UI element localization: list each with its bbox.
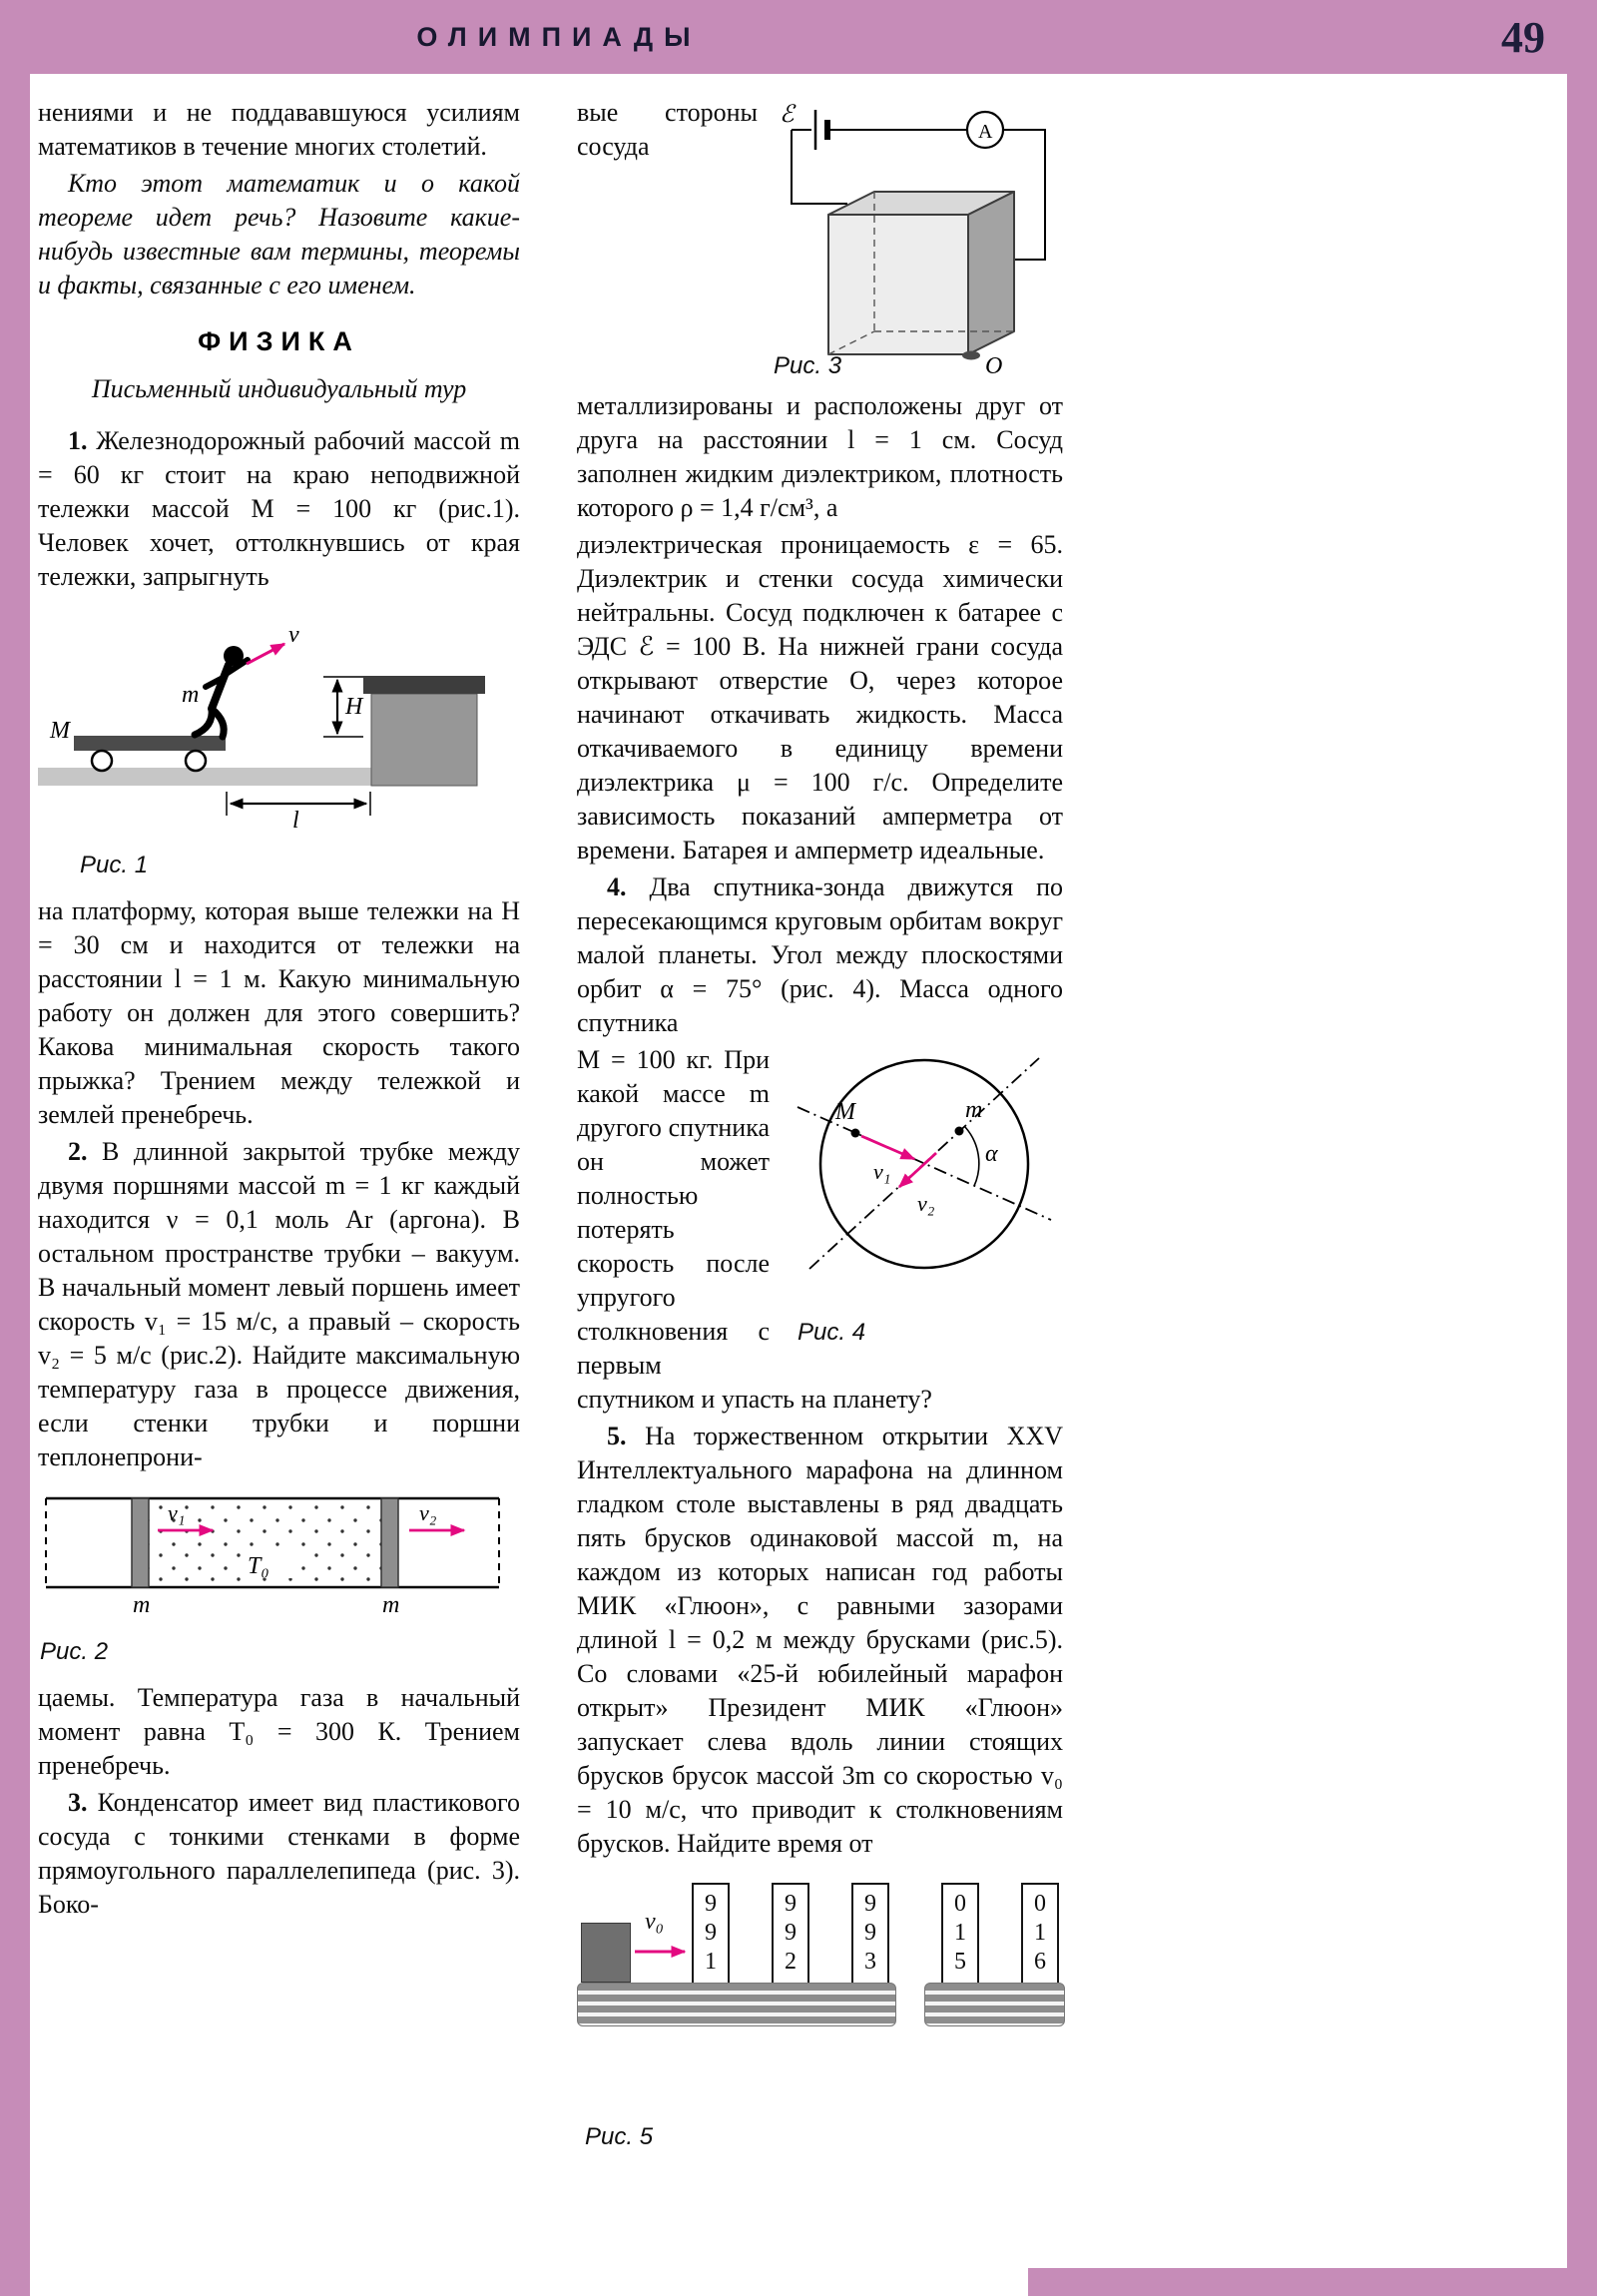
- page-title: ОЛИМПИАДЫ: [416, 22, 702, 52]
- figure-1: [38, 610, 520, 882]
- left-edge-pink-bar: [0, 0, 30, 2296]
- vessel-right-face: [968, 192, 1014, 354]
- velocity-label: v: [288, 622, 299, 648]
- year-block-015: 015: [941, 1883, 979, 1985]
- hole-label: O: [985, 353, 1003, 379]
- continuation-paragraph: нениями и не поддававшуюся усилиям математиков в течение многих столетий.: [38, 98, 520, 161]
- v2-label: v₂: [917, 1191, 935, 1216]
- subsection-heading: Письменный индивидуальный тур: [91, 374, 467, 403]
- year-block-016: 016: [1021, 1883, 1059, 1985]
- table-right-section: [924, 1983, 1065, 2026]
- figure-5-caption: Рис. 5: [585, 2123, 654, 2150]
- jump-velocity-arrow: [247, 644, 284, 664]
- cart: [74, 736, 226, 771]
- right-piston: [381, 1498, 398, 1587]
- v1-label: v₁: [168, 1500, 186, 1525]
- fig1-drawing: [38, 610, 489, 832]
- year-block-992: 992: [772, 1883, 809, 1985]
- figure-1-caption: Рис. 1: [80, 852, 149, 878]
- problem-3-continuation-wide: диэлектрическая проницаемость ε = 65. Диэлектрик и стенки сосуда химически нейтральны. Сосуд подключен к батарее с ЭДС ℰ = 100 В. На нижней грани сосуда открывают отверстие O, через которое начинают откачивать жидкость. Масса откачиваемого в единицу времени диэлектрика μ = 100 г/с. Определите зависимость показаний амперметра от времени. Батарея и амперметр идеальные.: [577, 530, 1063, 864]
- problem-1-statement: 1. Железнодорожный рабочий массой m = 60 кг стоит на краю неподвижной тележки массой M = 100 кг (рис.1). Человек хочет, оттолкнувшись от края тележки, запрыгнуть: [38, 426, 520, 591]
- year-block-991: 991: [692, 1883, 730, 1985]
- fig2-drawing: [38, 1490, 507, 1618]
- figure-4-caption: Рис. 4: [798, 1319, 866, 1346]
- battery-symbol: [815, 110, 827, 150]
- problem-1-number: 1.: [68, 426, 88, 455]
- problem-3-number: 3.: [68, 1788, 88, 1817]
- left-column: [38, 96, 520, 1925]
- figure-2-caption: Рис. 2: [40, 1638, 109, 1665]
- v1-arrow: [861, 1136, 914, 1159]
- alpha-angle-arc: [965, 1127, 979, 1186]
- ammeter-label: A: [978, 121, 993, 143]
- section-heading-physics: ФИЗИКА: [198, 326, 360, 356]
- v0-arrow: [633, 1943, 695, 1961]
- platform-body: [371, 694, 477, 786]
- left-piston: [132, 1498, 149, 1587]
- problem-4-continuation: M = 100 кг. При какой массе m другого спутника он может полностью потерять скорость после упругого столкновения с первым спутником и упасть на планету?: [577, 1045, 932, 1414]
- figure-3-caption: Рис. 3: [774, 352, 842, 379]
- cart-wheel-left: [92, 751, 112, 771]
- fig3-drawing: [772, 98, 1063, 383]
- alpha-label: α: [985, 1141, 998, 1167]
- ground: [38, 768, 375, 786]
- height-label: H: [345, 694, 363, 720]
- emf-label: ℰ: [780, 102, 795, 128]
- satellite-M-dot: [851, 1129, 860, 1138]
- figure-4: [782, 1047, 1063, 1350]
- cart-wheel-right: [186, 751, 206, 771]
- page-number: 49: [1501, 13, 1545, 62]
- v1-label: v₁: [873, 1159, 891, 1184]
- v2-label: v₂: [419, 1500, 437, 1525]
- problem-2-number: 2.: [68, 1137, 88, 1166]
- problem-3-statement: 3. Конденсатор имеет вид пластикового сосуда с тонкими стенками в форме прямоугольного параллелепипеда (рис. 3). Боко-: [38, 1788, 521, 1919]
- cart-mass-label: M: [50, 718, 70, 744]
- platform-top-slab: [363, 676, 485, 694]
- satellite-m-label: m: [965, 1097, 983, 1123]
- bottom-right-pink-band: [1028, 2268, 1597, 2296]
- vessel-front-face: [828, 215, 968, 354]
- problem-2-statement: 2. В длинной закрытой трубке между двумя поршнями массой m = 1 кг каждый находится ν = 0,1 моль Ar (аргона). В остальном пространстве трубки – вакуум. В начальный момент левый поршень имеет скорость v₁ = 15 м/с, а правый – скорость v₂ = 5 м/с (рис.2). Найдите максимальную температуру газа в процессе движения, если стенки трубки и поршни теплонепрони-: [38, 1137, 521, 1471]
- v0-label: v₀: [645, 1909, 664, 1935]
- figure-5: [577, 1879, 1063, 2100]
- striker-block: [581, 1923, 631, 1983]
- right-edge-pink-bar: [1567, 0, 1597, 2296]
- right-column: [577, 96, 1063, 2154]
- problem-4-number: 4.: [607, 872, 627, 901]
- problem-2-continuation: цаемы. Температура газа в начальный момент равна T₀ = 300 К. Трением пренебречь.: [38, 1683, 520, 1780]
- figure-3: [772, 98, 1063, 383]
- year-block-993: 993: [851, 1883, 889, 1985]
- distance-label: l: [292, 808, 299, 832]
- math-question-paragraph: Кто этот математик и о какой теореме идет речь? Назовите какие-нибудь известные вам термины, теоремы и факты, связанные с его именем.: [38, 169, 520, 299]
- problem-5-statement: 5. На торжественном открытии XXV Интеллектуального марафона на длинном гладком столе выставлены в ряд двадцать пять брусков одинаковой массой m, на каждом из которых написан год работы МИК «Глюон», с равными зазорами длиной l = 0,2 м между брусками (рис.5). Со словами «25-й юбилейный марафон открыт» Президент МИК «Глюон» запускает слева вдоль линии стоящих брусков брусок массой 3m со скоростью v₀ = 10 м/с, что приводит к столкновениям брусков. Найдите время от: [577, 1422, 1063, 1858]
- capacitor-vessel: [828, 192, 1014, 354]
- figure-2: [38, 1490, 520, 1669]
- problem-4-statement: 4. Два спутника-зонда движутся по пересекающимся круговым орбитам вокруг малой планеты. Угол между плоскостями орбит α = 75° (рис. 4). Масса одного спутника: [577, 872, 1063, 1037]
- satellite-M-label: M: [835, 1099, 855, 1125]
- problem-3-continuation-narrow: вые стороны сосуда металлизированы и расположены друг от друга на расстоянии l = 1 см. Сосуд заполнен жидким диэлектриком, плотность которого ρ = 1,4 г/см³, а: [577, 98, 1063, 522]
- drain-hole: [962, 351, 980, 360]
- v2-arrow: [899, 1153, 936, 1187]
- satellite-m-dot: [955, 1127, 964, 1136]
- problem-1-continuation: на платформу, которая выше тележки на H = 30 см и находится от тележки на расстоянии l = 1 м. Какую минимальную работу он должен для этого совершить? Какова минимальная скорость такого прыжка? Трением между тележкой и землей пренебречь.: [38, 896, 520, 1129]
- right-piston-mass-label: m: [382, 1592, 400, 1618]
- fig4-drawing: [782, 1047, 1063, 1299]
- left-piston-mass-label: m: [133, 1592, 151, 1618]
- person-figure: [195, 646, 248, 737]
- table-left-section: [577, 1983, 896, 2026]
- problem-5-number: 5.: [607, 1422, 627, 1450]
- person-mass-label: m: [182, 682, 200, 708]
- gas-temperature-label: T₀: [248, 1553, 269, 1579]
